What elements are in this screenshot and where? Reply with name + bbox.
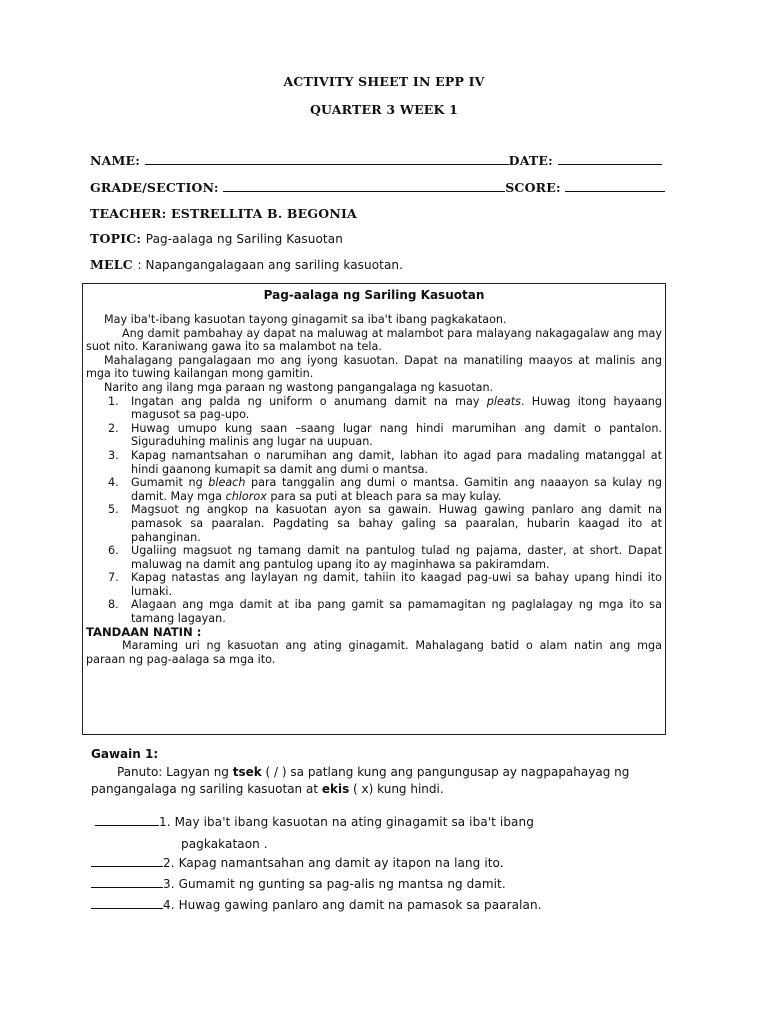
melc-row	[90, 257, 403, 272]
tandaan-text: Maraming uri ng kasuotan ang ating ginagamit. Mahalagang batid o alam natin ang mga paraan ng pag-aalaga sa mga ito.	[86, 639, 662, 666]
list-item: 7. Kapag natastas ang laylayan ng damit, tahiin ito kaagad pag-uwi sa bahay upang hindi ito lumaki.	[108, 571, 662, 598]
list-item: 1. Ingatan ang palda ng uniform o anumang damit na may pleats. Huwag itong hayaang magusot sa pag-upo.	[108, 394, 662, 422]
instructions: Panuto: Lagyan ng tsek ( / ) sa patlang kung ang pangungusap ay nagpapahayag ng pangangalaga ng sariling kasuotan at ekis ( x) kung hindi.	[91, 765, 630, 796]
teacher-label: TEACHER:	[90, 206, 167, 221]
grade-section-field[interactable]	[223, 179, 505, 192]
list-item: 6. Ugaliing magsuot ng tamang damit na pantulog tulad ng pajama, daster, at short. Dapat maluwag na damit ang pantulog upang ito ay maginhawa sa pakiramdam.	[108, 544, 662, 571]
topic-row	[90, 231, 343, 246]
lesson-intro-3: Mahalagang pangalagaan mo ang iyong kasuotan. Dapat na manatiling maayos at malinis ang mga ito tuwing kailangan mong gamitin.	[86, 353, 662, 381]
sheet-subtitle: QUARTER 3 WEEK 1	[309, 102, 459, 117]
score-field[interactable]	[565, 179, 665, 192]
lesson-body	[86, 313, 662, 666]
lesson-intro-4: Narito ang ilang mga paraan ng wastong pangangalaga ng kasuotan.	[104, 380, 494, 394]
exercise-item-4: 4. Huwag gawing panlaro ang damit na pamasok sa paaralan.	[91, 898, 542, 912]
list-item: 8. Alagaan ang mga damit at iba pang gamit sa pamamagitan ng paglalagay ng mga ito sa tamang lagayan.	[108, 598, 662, 626]
exercise-item-2: 2. Kapag namantsahan ang damit ay itapon na lang ito.	[91, 856, 504, 870]
name-field[interactable]	[145, 152, 509, 165]
list-item: 5. Magsuot ng angkop na kasuotan ayon sa gawain. Huwag gawing panlaro ang damit na pamasok sa paaralan. Pagdating sa bahay galing sa paaralan, hubarin kaagad ito at pahanginan.	[108, 503, 662, 544]
tandaan-heading: TANDAAN NATIN :	[86, 624, 202, 639]
list-item: 2. Huwag umupo kung saan –saang lugar nang hindi marumihan ang damit o pantalon. Siguraduhing malinis ang lugar na uupuan.	[108, 421, 662, 449]
teacher-row	[90, 206, 357, 221]
topic-value: Pag-aalaga ng Sariling Kasuotan	[145, 232, 343, 246]
lesson-intro-2: Ang damit pambahay ay dapat na maluwag at malambot para malayang nakagagalaw ang may suot nito. Karaniwang gawa ito sa malambot na tela.	[86, 326, 662, 354]
answer-blank-4[interactable]	[91, 898, 163, 909]
date-field[interactable]	[558, 152, 662, 165]
care-steps-list	[86, 395, 662, 626]
grade-section-label: GRADE/SECTION:	[90, 180, 219, 195]
grade-row	[90, 179, 665, 195]
gawain-heading: Gawain 1:	[91, 747, 159, 761]
score-label: SCORE:	[505, 180, 561, 195]
date-label: DATE:	[508, 153, 553, 168]
sheet-title: ACTIVITY SHEET IN EPP IV	[283, 74, 485, 89]
lesson-intro-1: May iba't-ibang kasuotan tayong ginagamit sa iba't ibang pagkakataon.	[104, 313, 507, 326]
answer-blank-3[interactable]	[91, 877, 163, 888]
answer-blank-2[interactable]	[91, 856, 163, 867]
exercise-item-1-continued: pagkakataon .	[181, 837, 268, 851]
lesson-title: Pag-aalaga ng Sariling Kasuotan	[263, 288, 485, 302]
topic-label: TOPIC:	[90, 231, 142, 246]
exercise-item-1: 1. May iba't ibang kasuotan na ating ginagamit sa iba't ibang	[95, 815, 534, 829]
teacher-value: ESTRELLITA B. BEGONIA	[170, 206, 357, 221]
name-row	[90, 152, 662, 168]
melc-value: : Napangangalagaan ang sariling kasuotan.	[137, 258, 404, 272]
list-item: 4. Gumamit ng bleach para tanggalin ang dumi o mantsa. Gamitin ang naaayon sa kulay ng damit. May mga chlorox para sa puti at bleach para sa may kulay.	[108, 476, 662, 503]
answer-blank-1[interactable]	[95, 815, 159, 826]
exercise-item-3: 3. Gumamit ng gunting sa pag-alis ng mantsa ng damit.	[91, 877, 506, 891]
lesson-box	[82, 283, 666, 735]
name-label: NAME:	[90, 153, 141, 168]
melc-label: MELC	[90, 257, 133, 272]
list-item: 3. Kapag namantsahan o narumihan ang damit, labhan ito agad para madaling matanggal at hindi gaanong kumapit sa damit ang dumi o mantsa.	[108, 448, 662, 476]
